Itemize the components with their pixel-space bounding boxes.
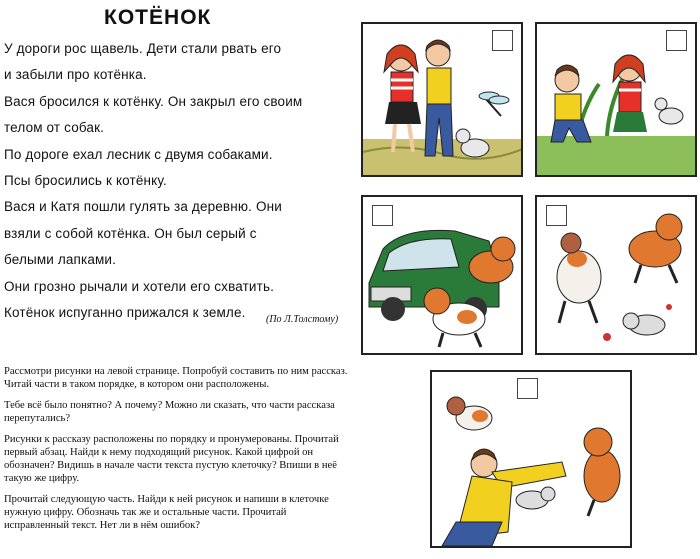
story-line: телом от собак. [4, 120, 105, 136]
illustration-panel-picking-sorrel [535, 22, 697, 177]
story-line: Псы бросились к котёнку. [4, 173, 167, 189]
number-box[interactable] [666, 30, 687, 51]
illustration-panel-kids-walking [361, 22, 523, 177]
illustration-panel-car-dogs [361, 195, 523, 355]
task-instructions [4, 365, 352, 540]
story-line: Вася бросился к котёнку. Он закрыл его своим [4, 93, 303, 109]
story-line: взяли с собой котёнка. Он был серый с [4, 225, 257, 241]
story-line: и забыли про котёнка. [4, 67, 147, 83]
number-box[interactable] [492, 30, 513, 51]
attribution: (По Л.Толстому) [266, 314, 339, 325]
illustration-panel-boy-protecting [430, 370, 632, 548]
story-title: КОТЁНОК [104, 6, 212, 29]
illustration-panel-dogs-chasing [535, 195, 697, 355]
story-line: У дороги рос щавель. Дети стали рвать его [4, 41, 282, 56]
story-line: Котёнок испуганно прижался к земле. [4, 305, 246, 321]
story-line: Они грозно рычали и хотели его схватить. [4, 278, 275, 294]
story-text [4, 36, 354, 326]
task-paragraph: Тебе всё было понятно? А почему? Можно ли сказать, что части рассказа перепутались? [4, 400, 335, 424]
task-paragraph: Рисунки к рассказу расположены по порядку и пронумерованы. Прочитай первый абзац. Найди к нему подходящий рисунок. Какой цифрой он обозначен? Видишь в начале части текста пустую клеточку? Впиши в неё такую же цифру. [4, 434, 339, 484]
number-box[interactable] [546, 205, 567, 226]
story-line: Вася и Катя пошли гулять за деревню. Они [4, 199, 282, 215]
number-box[interactable] [372, 205, 393, 226]
story-line: По дороге ехал лесник с двумя собаками. [4, 146, 273, 162]
task-paragraph: Прочитай следующую часть. Найди к ней рисунок и напиши в клеточке нужную цифру. Обозначь так же и остальные части. Прочитай исправленный текст. Нет ли в нём ошибок? [4, 494, 329, 531]
task-paragraph: Рассмотри рисунки на левой странице. Попробуй составить по ним рассказ. Читай части в таком порядке, в котором они расположены. [4, 366, 348, 390]
story-line: белыми лапками. [4, 252, 117, 268]
number-box[interactable] [517, 378, 538, 399]
